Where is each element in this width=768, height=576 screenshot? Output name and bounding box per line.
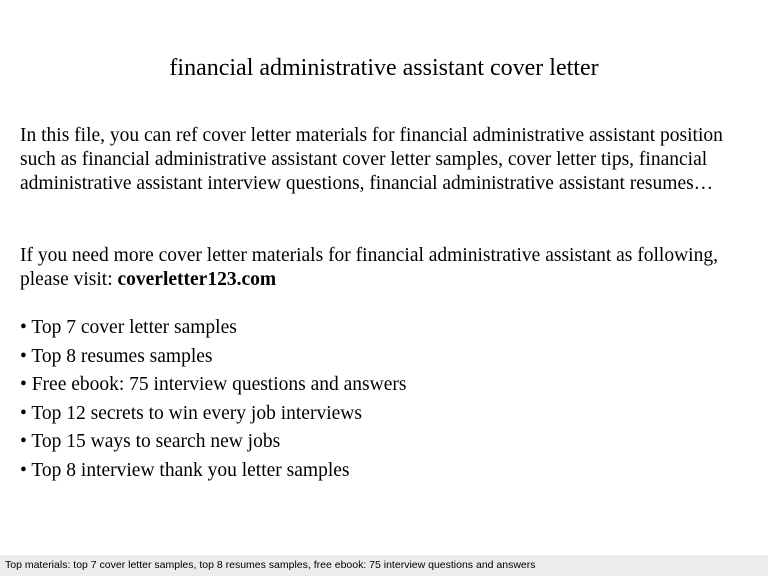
slide-title: financial administrative assistant cover letter (169, 55, 599, 81)
visit-text: If you need more cover letter materials for financial administrative assistant as following, please visit: (20, 245, 718, 290)
list-item: • Top 15 ways to search new jobs (20, 431, 281, 452)
visit-paragraph (20, 244, 756, 292)
intro-paragraph: In this file, you can ref cover letter materials for financial administrative assistant position such as financial administrative assistant cover letter samples, cover letter tips, financial administrative assistant interview questions, financial administrative assistant resumes… (20, 125, 723, 194)
site-link[interactable]: coverletter123.com (117, 269, 277, 290)
list-item: • Top 7 cover letter samples (20, 317, 237, 338)
list-item: • Top 8 interview thank you letter samples (20, 459, 350, 481)
footer-bar: Top materials: top 7 cover letter samples, top 8 resumes samples, free ebook: 75 interview questions and answers (0, 555, 768, 576)
materials-list (20, 314, 406, 485)
list-item: • Top 12 secrets to win every job interviews (20, 402, 362, 424)
list-item: • Free ebook: 75 interview questions and answers (20, 374, 407, 395)
list-item: • Top 8 resumes samples (20, 345, 213, 367)
